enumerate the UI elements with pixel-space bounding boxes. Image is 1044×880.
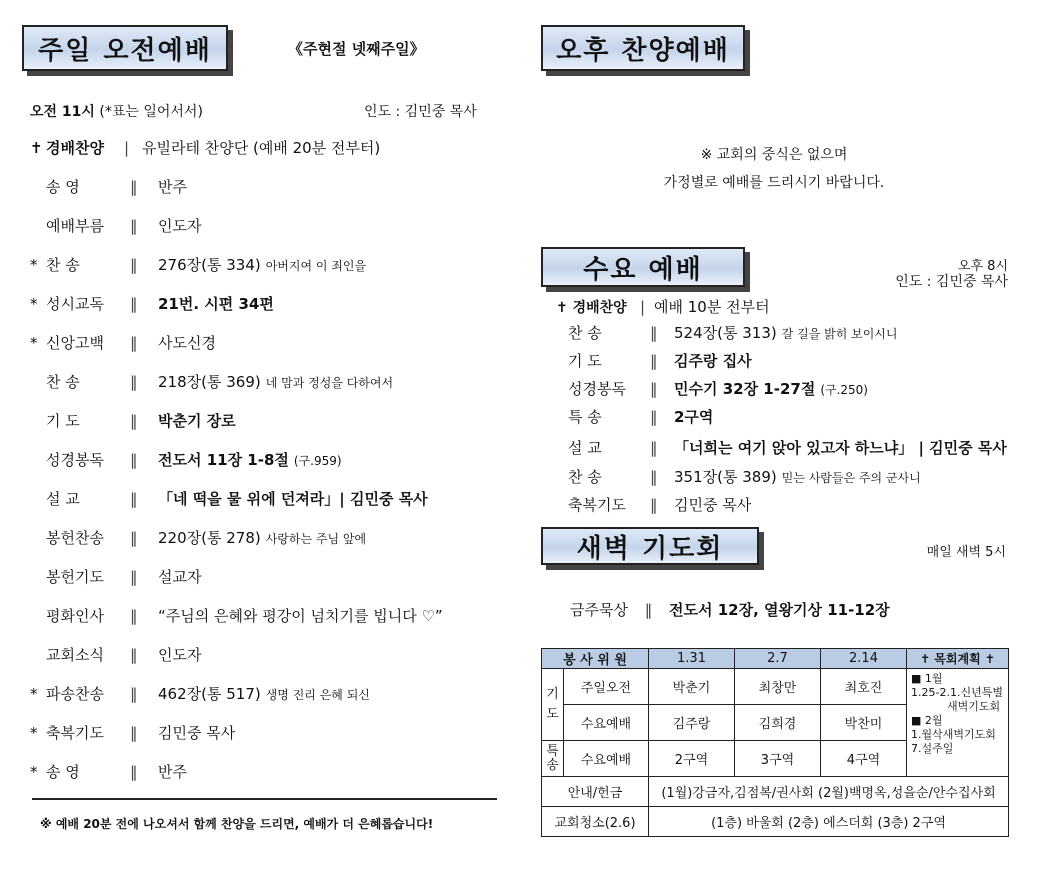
order-label: 성시교독	[46, 295, 104, 313]
order-value: 설교자	[158, 568, 202, 586]
order-row	[30, 293, 279, 314]
wednesday-time: 오후 8시	[957, 259, 1008, 274]
order-value: 21번. 시편 34편	[158, 295, 274, 313]
stand-marker: *	[30, 685, 38, 703]
order-row	[30, 566, 206, 587]
plan-line: 1.월삭새벽기도회	[911, 728, 996, 741]
order-value: 276장(통 334)	[158, 256, 261, 274]
order-label: 봉헌찬송	[46, 529, 104, 547]
order-label: 신앙고백	[46, 334, 104, 352]
plan-line: ■ 1월	[911, 672, 943, 685]
order-row	[30, 488, 433, 509]
table-row	[542, 669, 1009, 705]
row-name: 주일오전	[564, 669, 649, 705]
stand-marker: *	[30, 763, 38, 781]
order-note: 아버지여 이 죄인을	[265, 259, 367, 273]
order-label: 축복기도	[568, 496, 626, 514]
order-value: 462장(통 517)	[158, 685, 261, 703]
wednesday-order-row	[556, 296, 775, 317]
order-separator: ‖	[130, 256, 138, 274]
order-label: 찬 송	[568, 324, 602, 342]
order-value: 반주	[158, 178, 187, 196]
order-separator: ‖	[130, 763, 138, 781]
order-label: 경배찬양	[46, 139, 104, 157]
wednesday-order-row	[568, 437, 1012, 458]
order-label: 설 교	[46, 490, 80, 508]
plan-line: 7.설주일	[911, 742, 954, 755]
order-row	[30, 761, 192, 782]
wednesday-order-row	[568, 378, 868, 399]
order-separator: ‖	[650, 496, 658, 514]
cell: 박찬미	[821, 705, 907, 741]
order-value: 인도자	[158, 646, 202, 664]
table-header-date-1: 1.31	[649, 649, 735, 669]
order-separator: ‖	[650, 324, 658, 342]
order-separator: ‖	[130, 334, 138, 352]
cell: 박춘기	[649, 669, 735, 705]
order-separator: ‖	[130, 178, 138, 196]
order-label: 축복기도	[46, 724, 104, 742]
afternoon-worship-title: 오후 찬양예배	[541, 25, 745, 71]
order-separator: ‖	[130, 646, 138, 664]
order-separator: ‖	[130, 490, 138, 508]
order-separator: ‖	[130, 568, 138, 586]
wednesday-order-row	[568, 322, 898, 343]
order-separator: |	[124, 139, 130, 157]
order-label: 교회소식	[46, 646, 104, 664]
table-header-row	[542, 649, 1009, 669]
order-separator: ‖	[130, 295, 138, 313]
guide-label: 안내/헌금	[542, 777, 649, 807]
order-separator: ‖	[130, 451, 138, 469]
order-value: 351장(통 389)	[674, 468, 777, 486]
order-label: 기 도	[568, 352, 602, 370]
cell: 최창만	[735, 669, 821, 705]
order-value: 2구역	[674, 408, 714, 426]
order-row	[30, 215, 206, 236]
row-name: 수요예배	[564, 741, 649, 777]
order-separator: ‖	[650, 408, 658, 426]
order-row	[30, 722, 240, 743]
order-label: 찬 송	[46, 373, 80, 391]
order-label: 찬 송	[46, 256, 80, 274]
order-note: (구.250)	[820, 383, 868, 397]
stand-marker: *	[30, 724, 38, 742]
ministry-plan	[907, 669, 1009, 777]
order-value: 유빌라테 찬양단 (예배 20분 전부터)	[142, 139, 381, 157]
order-separator: ‖	[130, 529, 138, 547]
morning-worship-title: 주일 오전예배	[22, 25, 228, 71]
order-separator: ‖	[650, 439, 658, 457]
cell: 최호진	[821, 669, 907, 705]
plan-line: 새벽기도회	[947, 700, 1001, 713]
order-label: 찬 송	[568, 468, 602, 486]
order-row	[30, 371, 393, 392]
time-note: (*표는 일어서서)	[99, 104, 203, 120]
order-separator: ‖	[650, 468, 658, 486]
order-value: 사도신경	[158, 334, 216, 352]
wednesday-worship-title: 수요 예배	[541, 247, 745, 287]
order-value: 김민중 목사	[674, 496, 752, 514]
cell: 2구역	[649, 741, 735, 777]
cell: 김주랑	[649, 705, 735, 741]
order-label: 봉헌기도	[46, 568, 104, 586]
stand-marker: *	[30, 295, 38, 313]
meditation-label: 금주묵상	[570, 601, 628, 619]
order-value: 박춘기 장로	[158, 412, 236, 430]
order-value: 김민중 목사	[158, 724, 236, 742]
order-value: 반주	[158, 763, 187, 781]
order-row	[30, 644, 206, 665]
wednesday-order-row	[568, 350, 757, 371]
order-value: 220장(통 278)	[158, 529, 261, 547]
order-note: 생명 진리 은혜 되신	[265, 688, 370, 702]
table-row	[542, 777, 1009, 807]
order-label: 예배부름	[46, 217, 104, 235]
plan-line: ■ 2월	[911, 714, 943, 727]
order-note: 갈 길을 밝히 보이시니	[781, 327, 898, 341]
time-label: 오전 11시	[30, 104, 95, 120]
order-label: 송 영	[46, 763, 80, 781]
order-row	[30, 527, 366, 548]
order-separator: ‖	[130, 373, 138, 391]
liturgical-week-subtitle: 《주현절 넷째주일》	[288, 40, 425, 58]
order-row	[30, 176, 192, 197]
wednesday-order-row	[568, 466, 921, 487]
dawn-prayer-title: 새벽 기도회	[541, 527, 759, 565]
order-value: 524장(통 313)	[674, 324, 777, 342]
order-row	[30, 332, 221, 353]
table-row	[542, 807, 1009, 837]
service-roster-table	[541, 648, 1009, 837]
order-value: 「너희는 여기 앉아 있고자 하느냐」 | 김민중 목사	[674, 439, 1007, 457]
order-row	[30, 410, 241, 431]
order-label: 특 송	[568, 408, 602, 426]
order-note: (구.959)	[293, 454, 342, 468]
cell: 3구역	[735, 741, 821, 777]
order-row	[30, 605, 448, 626]
dawn-meditation	[570, 599, 890, 620]
guide-value: (1월)강금자,김점복/권사회 (2월)백명옥,성을순/안수집사회	[649, 777, 1009, 807]
order-separator: ‖	[130, 217, 138, 235]
order-row	[30, 137, 385, 158]
table-header-date-3: 2.14	[821, 649, 907, 669]
order-value: 전도서 11장 1-8절	[158, 451, 289, 469]
order-separator: ‖	[650, 380, 658, 398]
footer-divider	[32, 798, 497, 800]
afternoon-notice-1: ※ 교회의 중식은 없으며	[700, 147, 848, 163]
table-header-roster: 봉 사 위 원	[542, 649, 649, 669]
order-note: 네 맘과 정성을 다하여서	[265, 376, 394, 390]
order-separator: ‖	[130, 412, 138, 430]
order-note: 믿는 사람들은 주의 군사니	[781, 471, 921, 485]
order-separator: ‖	[130, 685, 138, 703]
footer-notice: ※ 예배 20분 전에 나오셔서 함께 찬양을 드리면, 예배가 더 은혜롭습니다!	[40, 817, 434, 831]
order-row	[30, 254, 366, 275]
dawn-time: 매일 새벽 5시	[926, 545, 1006, 560]
afternoon-notice-2: 가정별로 예배를 드리시기 바랍니다.	[663, 175, 885, 191]
cleaning-value: (1층) 바울회 (2층) 에스더회 (3층) 2구역	[649, 807, 1009, 837]
order-label: 기 도	[46, 412, 80, 430]
order-row	[30, 449, 342, 470]
morning-time	[30, 101, 203, 121]
table-header-date-2: 2.7	[735, 649, 821, 669]
plan-line: 1.25-2.1.신년특별	[911, 686, 1003, 699]
order-value: “주님의 은혜와 평강이 넘치기를 빕니다 ♡”	[158, 607, 443, 625]
order-separator: ‖	[130, 724, 138, 742]
order-separator: ‖	[650, 352, 658, 370]
order-label: ✝ 경배찬양	[556, 300, 627, 316]
order-label: 성경봉독	[568, 380, 626, 398]
order-value: 「네 떡을 물 위에 던져라」| 김민중 목사	[158, 490, 428, 508]
order-value: 김주랑 집사	[674, 352, 752, 370]
group-special-song: 특송	[542, 741, 564, 777]
cell: 4구역	[821, 741, 907, 777]
cell: 김희경	[735, 705, 821, 741]
order-value: 인도자	[158, 217, 202, 235]
wednesday-order-row	[568, 494, 756, 515]
order-value: 218장(통 369)	[158, 373, 261, 391]
morning-leader: 인도 : 김민중 목사	[364, 104, 477, 120]
meditation-sep: ‖	[644, 601, 653, 619]
order-label: 설 교	[568, 439, 602, 457]
stand-marker: *	[30, 256, 38, 274]
cleaning-label: 교회청소(2.6)	[542, 807, 649, 837]
meditation-value: 전도서 12장, 열왕기상 11-12장	[669, 601, 890, 619]
row-name: 수요예배	[564, 705, 649, 741]
order-row	[30, 683, 370, 704]
wednesday-leader: 인도 : 김민중 목사	[895, 274, 1008, 290]
order-label: 평화인사	[46, 607, 104, 625]
wednesday-order-row	[568, 406, 718, 427]
order-value: 민수기 32장 1-27절	[674, 380, 816, 398]
order-label: 파송찬송	[46, 685, 104, 703]
order-separator: |	[640, 298, 646, 316]
table-header-plan: ✝ 목회계획 ✝	[907, 649, 1009, 669]
group-prayer: 기도	[542, 669, 564, 741]
order-separator: ‖	[130, 607, 138, 625]
order-label: 송 영	[46, 178, 80, 196]
order-note: 사랑하는 주님 앞에	[265, 532, 367, 546]
stand-marker: *	[30, 334, 38, 352]
order-label: 성경봉독	[46, 451, 104, 469]
stand-marker: ✝	[30, 139, 43, 157]
order-value: 예배 10분 전부터	[654, 298, 770, 316]
